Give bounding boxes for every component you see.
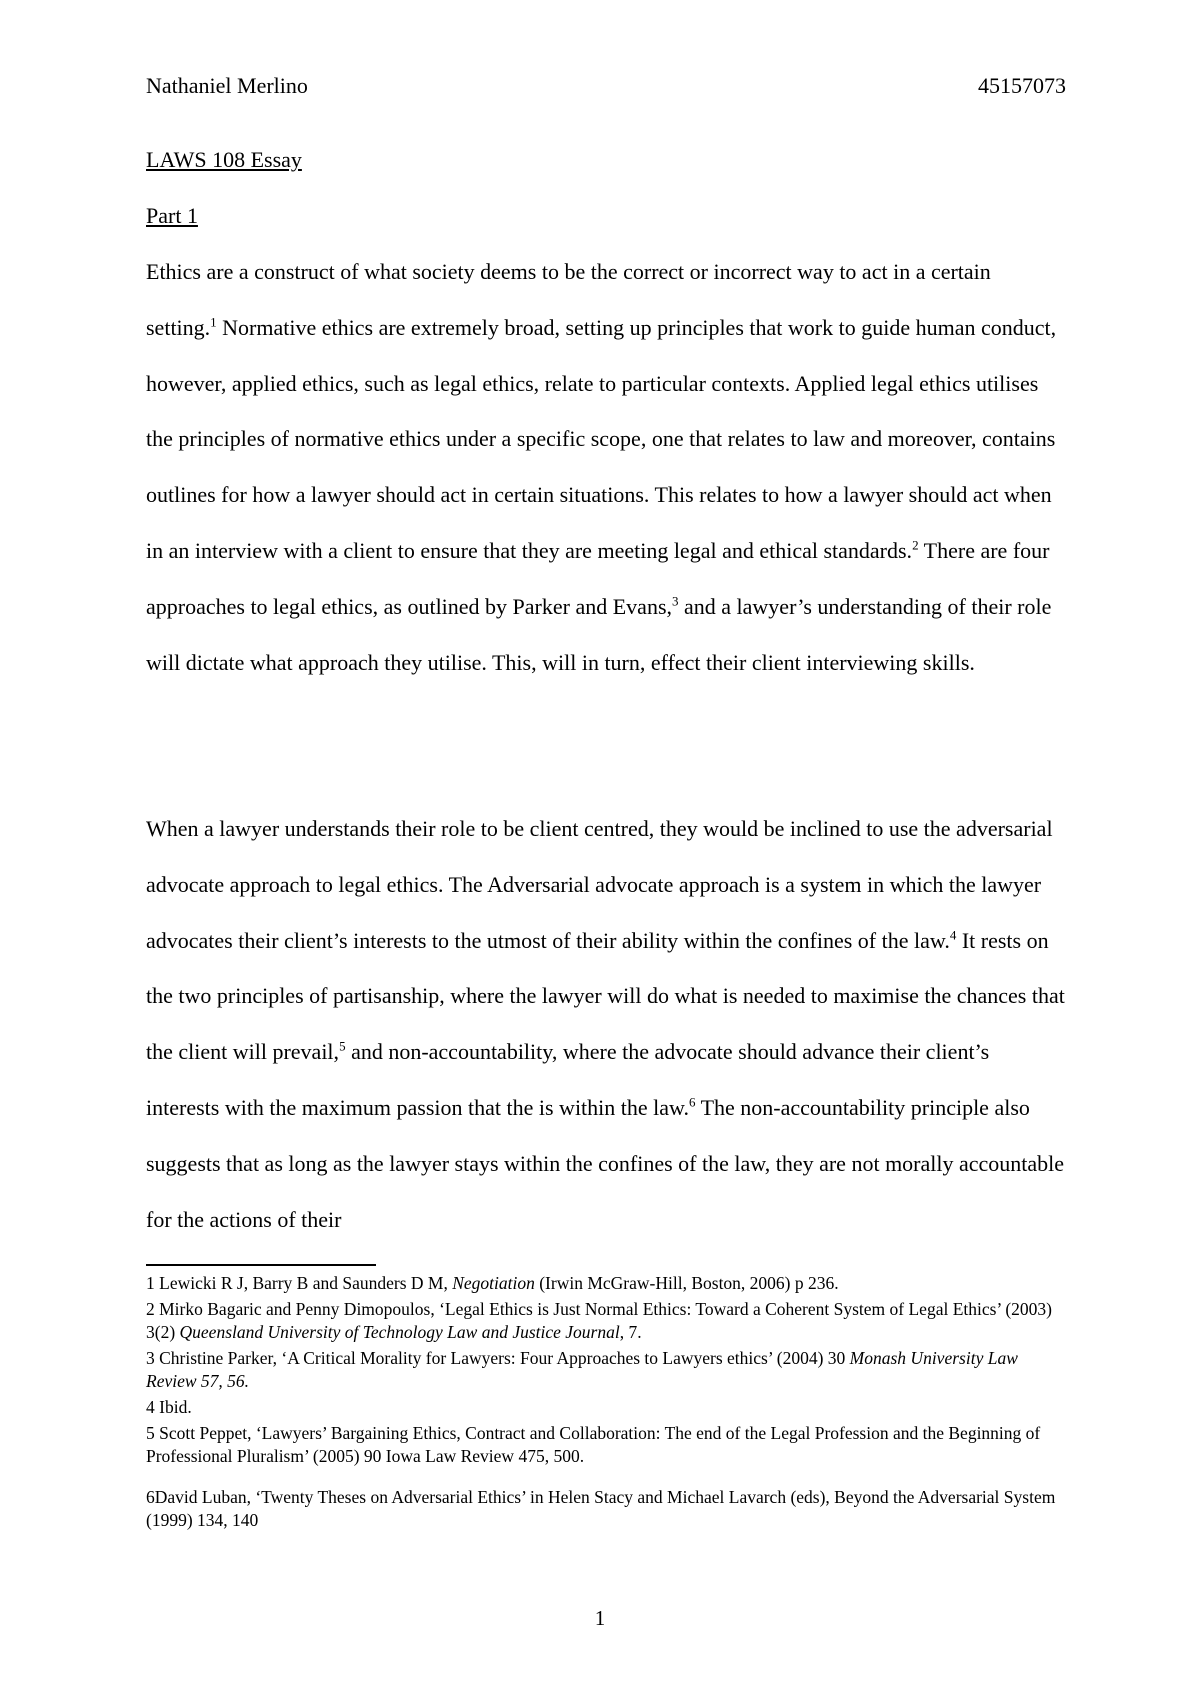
footnote-text: Christine Parker, ‘A Critical Morality for Lawyers: Four Approaches to Lawyers ethics’ (2004) 30 [154, 1348, 850, 1368]
footnote-ref: 4 [949, 927, 957, 943]
footnote-4 [146, 1396, 1066, 1419]
paragraph-text: The non-accountability principle also suggests that as long as the lawyer stays within the confines of the law, they are not morally accountable for the actions of their [146, 1094, 1065, 1232]
paragraph-text: and non-accountability, where the advocate should advance their client’s interests with the maximum passion that the is within the law. [146, 1039, 990, 1120]
footnote-separator [146, 1264, 376, 1266]
footnote-number: 5 [146, 1423, 155, 1443]
footnote-2 [146, 1298, 1066, 1344]
footnote-number: 3 [146, 1348, 155, 1368]
paragraph-text: It rests on the two principles of partisanship, where the lawyer will do what is needed to maximise the chances that the client will prevail, [146, 927, 1065, 1065]
page-number: 1 [594, 1606, 606, 1630]
footnote-6 [146, 1486, 1066, 1532]
footnote-italic: Queensland University of Technology Law and Justice Journal [179, 1322, 620, 1342]
footnote-text: , 7. [619, 1322, 642, 1342]
paragraph-1 [146, 244, 1066, 690]
footnote-ref: 3 [672, 593, 679, 609]
footnote-text: Ibid. [154, 1397, 192, 1417]
footnote-italic: Monash University Law Review 57, 56. [146, 1348, 1018, 1391]
paragraph-text: Normative ethics are extremely broad, setting up principles that work to guide human conduct, however, applied ethics, such as legal ethics, relate to particular contexts. Applied legal ethics utilises the principles of normative ethics under a specific scope, one that relates to law and moreover, contains outlines for how a lawyer should act in certain situations. This relates to how a lawyer should act when in an interview with a client to ensure that they are meeting legal and ethical standards. [146, 314, 1057, 563]
footnote-3 [146, 1347, 1066, 1393]
paragraph-text: and a lawyer’s understanding of their role will dictate what approach they utilise. This, will in turn, effect their client interviewing skills. [146, 593, 1052, 675]
footnote-text: David Luban, ‘Twenty Theses on Adversarial Ethics’ in Helen Stacy and Michael Lavarch (eds), Beyond the Adversarial System (1999) 134, 140 [146, 1487, 1056, 1530]
essay-title: LAWS 108 Essay [146, 147, 302, 172]
footnote-5 [146, 1422, 1066, 1468]
paragraph-text: When a lawyer understands their role to be client centred, they would be inclined to use the adversarial advocate approach to legal ethics. The Adversarial advocate approach is a system in which the lawyer advocates their client’s interests to the utmost of their ability within the confines of the law. [146, 816, 1053, 953]
footnote-number: 4 [146, 1397, 155, 1417]
footnote-number: 1 [146, 1273, 155, 1293]
student-id: 45157073 [978, 73, 1066, 98]
footnote-ref: 5 [339, 1038, 346, 1054]
footnote-number: 2 [146, 1299, 155, 1319]
footnote-ref: 6 [689, 1094, 696, 1110]
paragraph-text: There are four approaches to legal ethics, as outlined by Parker and Evans, [146, 537, 1050, 619]
paragraph-text: Ethics are a construct of what society deems to be the correct or incorrect way to act in a certain setting. [146, 259, 991, 340]
author-name: Nathaniel Merlino [146, 73, 308, 98]
footnote-1 [146, 1272, 1066, 1295]
footnote-italic: Negotiation [452, 1273, 535, 1293]
footnote-text: (Irwin McGraw-Hill, Boston, 2006) p 236. [534, 1273, 839, 1293]
footnote-text: Scott Peppet, ‘Lawyers’ Bargaining Ethics, Contract and Collaboration: The end of the Legal Profession and the Beginning of Professional Pluralism’ (2005) 90 Iowa Law Review 475, 500. [146, 1423, 1041, 1466]
footnote-text: Mirko Bagaric and Penny Dimopoulos, ‘Legal Ethics is Just Normal Ethics: Toward a Coherent System of Legal Ethics’ (2003) 3(2) [146, 1299, 1053, 1342]
footnotes [146, 1272, 1066, 1535]
paragraph-2 [146, 801, 1066, 1247]
part-heading: Part 1 [146, 203, 198, 228]
footnote-text: Lewicki R J, Barry B and Saunders D M, [154, 1273, 453, 1293]
footnote-ref: 1 [210, 314, 217, 330]
footnote-number: 6 [146, 1487, 155, 1507]
footnote-ref: 2 [912, 537, 919, 553]
page-header [146, 72, 1066, 100]
